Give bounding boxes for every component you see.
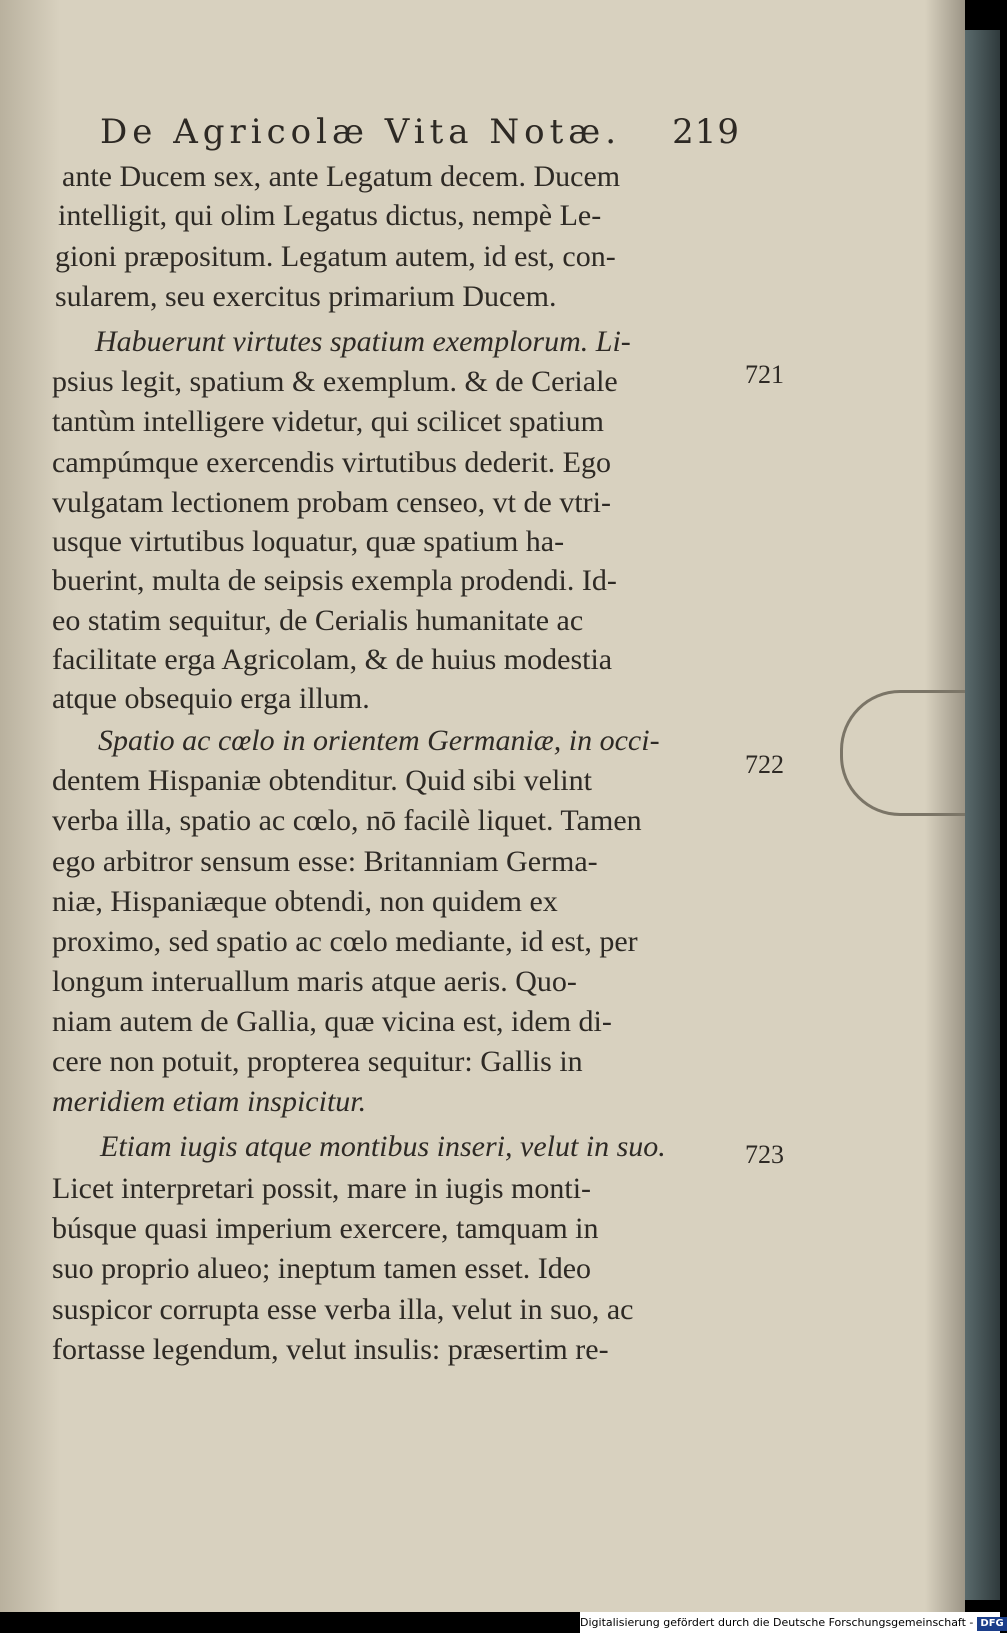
text-line: tantùm intelligere videtur, qui scilicet spatium <box>52 405 604 438</box>
page-clip <box>840 690 973 816</box>
text-line: suo proprio alueo; ineptum tamen esset. Ideo <box>52 1252 592 1285</box>
text-line: niam autem de Gallia, quæ vicina est, idem di- <box>52 1005 612 1038</box>
text-line: campúmque exercendis virtutibus dederit. Ego <box>52 446 611 479</box>
text-line: proximo, sed spatio ac cœlo mediante, id est, per <box>52 925 638 958</box>
text-line: cere non potuit, propterea sequitur: Gallis in <box>52 1045 583 1078</box>
text-line: gioni præpositum. Legatum autem, id est, con- <box>55 240 616 273</box>
text-line: sularem, seu exercitus primarium Ducem. <box>55 280 557 313</box>
margin-number: 722 <box>745 750 784 779</box>
text-line: Spatio ac cœlo in orientem Germaniæ, in occi- <box>98 724 660 757</box>
text-line: intelligit, qui olim Legatus dictus, nempè Le- <box>58 199 602 232</box>
text-line: verba illa, spatio ac cœlo, nō facilè liquet. Tamen <box>52 804 642 837</box>
text-line: fortasse legendum, velut insulis: præsertim re- <box>52 1333 609 1366</box>
text-line: eo statim sequitur, de Cerialis humanitate ac <box>52 604 584 637</box>
text-line: facilitate erga Agricolam, & de huius modestia <box>52 643 613 676</box>
text-line: niæ, Hispaniæque obtendi, non quidem ex <box>52 885 558 918</box>
text-line: atque obsequio erga illum. <box>52 682 370 715</box>
page-number: 219 <box>672 112 740 152</box>
text-line: Licet interpretari possit, mare in iugis monti- <box>52 1172 592 1205</box>
text-line: Habuerunt virtutes spatium exemplorum. Li- <box>95 325 631 358</box>
running-head-title: De Agricolæ Vita Notæ. <box>100 112 622 152</box>
text-line: Etiam iugis atque montibus inseri, velut in suo. <box>100 1130 666 1163</box>
text-line: ante Ducem sex, ante Legatum decem. Ducem <box>62 160 621 193</box>
text-line: psius legit, spatium & exemplum. & de Ceriale <box>52 365 618 398</box>
book-edge <box>965 30 1000 1600</box>
text-line: dentem Hispaniæ obtenditur. Quid sibi velint <box>52 764 592 797</box>
footer <box>580 1612 1004 1633</box>
running-head <box>100 112 740 152</box>
text-line: búsque quasi imperium exercere, tamquam in <box>52 1212 599 1245</box>
footer-text: Digitalisierung gefördert durch die Deutsche Forschungsgemeinschaft - <box>580 1616 974 1629</box>
text-line: usque virtutibus loquatur, quæ spatium ha- <box>52 525 565 558</box>
text-line: longum interuallum maris atque aeris. Quo- <box>52 965 577 998</box>
gutter-shadow <box>0 0 60 1612</box>
text-line: vulgatam lectionem probam censeo, vt de vtri- <box>52 486 611 519</box>
text-line: buerint, multa de seipsis exempla prodendi. Id- <box>52 564 617 597</box>
text-line: ego arbitror sensum esse: Britanniam Germa- <box>52 845 598 878</box>
text-line: suspicor corrupta esse verba illa, velut in suo, ac <box>52 1293 634 1326</box>
margin-number: 723 <box>745 1140 784 1169</box>
margin-number: 721 <box>745 360 784 389</box>
dfg-logo: DFG <box>977 1617 1006 1631</box>
text-line: meridiem etiam inspicitur. <box>52 1085 367 1118</box>
